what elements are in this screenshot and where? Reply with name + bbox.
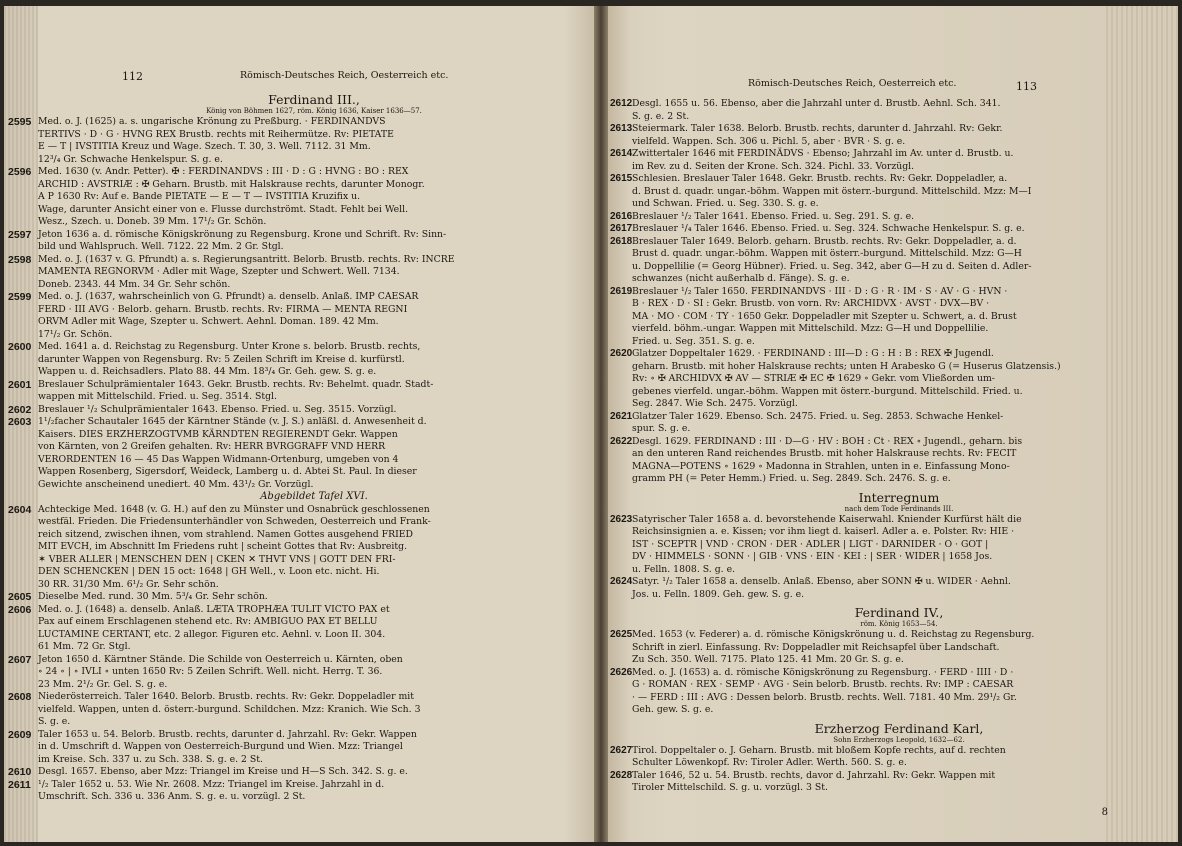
section-title-ferdinand-iii: Ferdinand III., (268, 92, 360, 107)
section-subtitle-interregnum: nach dem Tode Ferdinands III. (844, 504, 954, 513)
right-entry-list-b (610, 513, 1166, 602)
lot-description: ¹/₂ Taler 1652 u. 53. Wie Nr. 2608. Mzz: Triangel im Kreise. Jahrzahl in d. Umschrift. Sch. 336 u. 336 Anm. S. g. e. u. vorzügl. 2 St. (38, 778, 385, 802)
catalog-entry (610, 98, 1166, 123)
lot-description: Glatzer Taler 1629. Ebenso. Sch. 2475. Fried. u. Seg. 2853. Schwache Henkel- spur. S. g. e. (632, 410, 1004, 434)
lot-description: Desgl. 1655 u. 56. Ebenso, aber die Jahrzahl unter d. Brustb. Aehnl. Sch. 341. S. g. e. 2 St. (632, 98, 1001, 122)
lot-description: Med. o. J. (1653) a. d. römische Königskrönung zu Regensburg. · FERD · IIII · D · G · ROMAN · REX · SEMP · AVG · Sein belorb. Brustb. rechts. Rv: IMP : CAESAR · — FERD : III : AVG : Dessen belorb. Brustb. rechts. Well. 7181. 40 Mm. 29¹/₂ Gr. Geh. gew. S. g. e. (632, 666, 1017, 715)
lot-description: Satyrischer Taler 1658 a. d. bevorstehende Kaiserwahl. Kniender Kurfürst hält die Reichsinsignien a. e. Kissen; vor ihm liegt d. kaiserl. Adler a. e. Polster. Rv: HIE · IST · SCEPTR | VND · CRON · DER · ADLER | LIGT · DARNIDER · O · GOT | DV · HIMMELS · SONN · | GIB · VNS · EIN · KEI : | SER · WIDER | 1658 Jos. u. Felln. 1808. S. g. e. (632, 513, 1022, 575)
signature-mark: 8 (1101, 807, 1108, 818)
left-entry-list (8, 116, 588, 804)
lot-number: 2620 (610, 348, 633, 359)
lot-description: Med. o. J. (1625) a. s. ungarische Krönung zu Preßburg. · FERDINANDVS TERTIVS · D · G · HVNG REX Brustb. rechts mit Reihermütze. Rv: PIETATE E — T | IVSTITIA Kreuz und Wage. Szech. T. 30, 3. Well. 7112. 31 Mm. 12³/₄ Gr. Schwache Henkelspur. S. g. e. (38, 116, 394, 165)
open-book (4, 6, 1178, 842)
lot-number: 2601 (8, 378, 32, 391)
lot-number: 2598 (8, 253, 32, 266)
section-subtitle-ferdinand-karl: Sohn Erzherzogs Leopold, 1632—62. (833, 735, 965, 744)
right-page-number: 113 (1016, 80, 1037, 93)
lot-number: 2618 (610, 235, 633, 247)
catalog-entry (610, 666, 1166, 717)
section-subtitle-ferdinand-iii: König von Böhmen 1627, röm. König 1636, Kaiser 1636—57. (206, 107, 422, 115)
lot-number: 2625 (610, 629, 633, 640)
lot-number: 2613 (610, 123, 633, 134)
catalog-entry (8, 603, 588, 654)
catalog-entry (610, 123, 1166, 148)
catalog-entry (8, 416, 588, 491)
catalog-entry (8, 166, 588, 229)
left-running-head: Römisch-Deutsches Reich, Oesterreich etc. (240, 70, 449, 81)
catalog-entry (8, 378, 588, 404)
lot-description: Breslauer ¹/₂ Taler 1641. Ebenso. Fried. u. Seg. 291. S. g. e. (632, 210, 915, 222)
lot-number: 2596 (8, 166, 32, 178)
lot-description: Med. o. J. (1637, wahrscheinlich von G. Pfrundt) a. denselb. Anlaß. IMP CAESAR FERD · III AVG · Belorb. geharn. Brustb. rechts. Rv: FIRMA — MENTA REGNI ORVM Adler mit Wage, Szepter u. Schwert. Aehnl. Doman. 189. 42 Mm. 17¹/₂ Gr. Schön. (38, 291, 419, 340)
catalog-entry (8, 778, 588, 804)
catalog-entry (8, 766, 588, 779)
lot-description: Taler 1653 u. 54. Belorb. Brustb. rechts, darunter d. Jahrzahl. Rv: Gekr. Wappen in d. Umschrift d. Wappen von Oesterreich-Burgund und Wien. Mzz: Triangel im Kreise. Sch. 337 u. zu Sch. 338. S. g. e. 2 St. (38, 728, 417, 765)
lot-number: 2616 (610, 210, 633, 222)
catalog-entry (8, 116, 588, 166)
catalog-entry (610, 769, 1166, 795)
catalog-entry (8, 228, 588, 254)
catalog-entry (8, 591, 588, 604)
lot-number: 2609 (8, 728, 32, 741)
lot-number: 2611 (8, 778, 31, 791)
lot-number: 2621 (610, 410, 633, 422)
right-page (608, 6, 1178, 842)
lot-number: 2603 (8, 416, 32, 428)
lot-description: Taler 1646, 52 u. 54. Brustb. rechts, davor d. Jahrzahl. Rv: Gekr. Wappen mit Tiroler Mittelschild. S. g. u. vorzügl. 3 St. (632, 769, 996, 793)
lot-description: Breslauer Schulprämientaler 1643. Gekr. Brustb. rechts. Rv: Behelmt. quadr. Stadt- wappen mit Mittelschild. Fried. u. Seg. 3514. Stgl. (38, 378, 434, 402)
catalog-entry (8, 291, 588, 341)
lot-description: Breslauer ¹/₂ Taler 1650. FERDINANDVS · III · D : G · R · IM · S · AV · G · HVN · B · REX · D · SI : Gekr. Brustb. von vorn. Rv: ARCHIDVX · AVST · DVX—BV · MA · MO · COM · TY · 1650 Gekr. Doppeladler mit Szepter u. Schwert, a. d. Brust vierfeld. böhm.-ungar. Wappen mit Mittelschild. Mzz: G—H und Doppellilie. Fried. u. Seg. 351. S. g. e. (632, 285, 1017, 347)
catalog-entry (610, 348, 1166, 411)
lot-number: 2612 (610, 98, 633, 109)
lot-description: Satyr. ¹/₂ Taler 1658 a. denselb. Anlaß. Ebenso, aber SONN ✠ u. WIDER · Aehnl. Jos. u. Felln. 1809. Geh. gew. S. g. e. (632, 576, 1011, 600)
catalog-entry (8, 403, 588, 417)
lot-number: 2628 (610, 769, 633, 781)
lot-description: Achteckige Med. 1648 (v. G. H.) auf den zu Münster und Osnabrück geschlossenen westfäl. Frieden. Die Friedensunterhändler von Schweden, Oesterreich und Frank- reich sitzend, zwischen ihnen, vom strahlend. Namen Gottes ausgehend FRIED MIT EVCH, im Abschnitt Im Friedens ruht | scheint Gottes that Rv: Ausbreitg. ✶ VBER ALLER | MENSCHEN DEN | CKEN ✕ THVT VNS | GOTT DEN FRI- DEN SCHENCKEN | DEN 15 oct: 1648 | GH Well., v. Loon etc. nicht. Hi. 30 RR. 31/30 Mm. 6¹/₂ Gr. Sehr schön. (38, 503, 431, 590)
lot-description: Med. 1630 (v. Andr. Petter). ✠ : FERDINANDVS : III · D : G : HVNG : BO : REX ARCHID : AVSTRIÆ : ✠ Geharn. Brustb. mit Halskrause rechts, darunter Monogr. A P 1630 Rv: Auf e. Bande PIETATE — E — T — IVSTITIA Kruzifix u. Wage, darunter Ansicht einer von e. Flusse durchströmt. Stadt. Fehlt bei Well. Wesz., Szech. u. Doneb. 39 Mm. 17¹/₂ Gr. Schön. (38, 166, 425, 227)
lot-number: 2604 (8, 503, 32, 516)
right-entry-list-a (610, 98, 1166, 486)
left-page-content (8, 92, 588, 804)
catalog-entry (610, 629, 1166, 667)
lot-number: 2595 (8, 116, 32, 128)
lot-number: 2622 (610, 435, 633, 447)
catalog-entry (8, 691, 588, 729)
right-entry-list-d (610, 744, 1166, 795)
left-page (4, 6, 594, 842)
lot-number: 2605 (8, 591, 32, 603)
lot-description: Med. o. J. (1648) a. denselb. Anlaß. LÆTA TROPHÆA TULIT VICTO PAX et Pax auf einem Erschlagenen stehend etc. Rv: AMBIGUO PAX ET BELLU LUCTAMINE CERTANT, etc. 2 allegor. Figuren etc. Aehnl. v. Loon II. 304. 61 Mm. 72 Gr. Stgl. (38, 603, 390, 652)
catalog-entry (610, 513, 1166, 577)
lot-description: Breslauer ¹/₄ Taler 1646. Ebenso. Fried. u. Seg. 324. Schwache Henkelspur. S. g. e. (632, 223, 1025, 234)
right-running-head: Römisch-Deutsches Reich, Oesterreich etc. (748, 78, 957, 89)
catalog-entry (8, 728, 588, 767)
catalog-entry (610, 744, 1166, 770)
lot-number: 2610 (8, 766, 32, 778)
lot-number: 2602 (8, 403, 32, 416)
catalog-entry (610, 410, 1166, 436)
lot-number: 2607 (8, 653, 32, 666)
catalog-entry (610, 285, 1166, 349)
lot-number: 2600 (8, 341, 32, 353)
right-page-content (610, 98, 1166, 795)
catalog-entry (610, 148, 1166, 173)
lot-description: Jeton 1636 a. d. römische Königskrönung zu Regensburg. Krone und Schrift. Rv: Sinn- bild und Wahlspruch. Well. 7122. 22 Mm. 2 Gr. Stgl. (38, 228, 447, 252)
lot-number: 2608 (8, 691, 32, 703)
section-title-ferdinand-karl: Erzherzog Ferdinand Karl, (814, 720, 984, 736)
catalog-entry (8, 253, 588, 292)
section-subtitle-ferdinand-iv: röm. König 1653—54. (860, 620, 938, 628)
lot-description: Desgl. 1629. FERDINAND : III · D—G · HV : BOH : Ct · REX ∘ Jugendl., geharn. bis an den unteren Rand reichendes Brustb. mit hoher Halskrause rechts. Rv: FECIT MAGNA—POTENS ∘ 1629 ∘ Madonna in Strahlen, unten in e. Einfassung Mono- gramm PH (= Peter Hemm.) Fried. u. Seg. 2849. Sch. 2476. S. g. e. (632, 435, 1023, 484)
lot-description: Steiermark. Taler 1638. Belorb. Brustb. rechts, darunter d. Jahrzahl. Rv: Gekr. vielfeld. Wappen. Sch. 306 u. Pichl. 5, aber · BVR · S. g. e. (632, 123, 1003, 147)
lot-description: Med. 1653 (v. Federer) a. d. römische Königskrönung u. d. Reichstag zu Regensburg. Schrift in zierl. Einfassung. Rv: Doppeladler mit Reichsapfel über Landschaft. Zu Sch. 350. Well. 7175. Plato 125. 41 Mm. 20 Gr. S. g. e. (632, 629, 1035, 665)
lot-number: 2614 (610, 148, 633, 159)
lot-number: 2606 (8, 603, 32, 616)
lot-description: Glatzer Doppeltaler 1629. · FERDINAND : III—D : G : H : B : REX ✠ Jugendl. geharn. Brustb. mit hoher Halskrause rechts; unten H Arabesko G (= Huserus Glatzensis.) Rv: ∘ ✠ ARCHIDVX ✠ AV — STRIÆ ✠ EC ✠ 1629 ∘ Gekr. vom Vließorden um- gebenes vierfeld. ungar.-böhm. Wappen mit österr.-burgund. Mittelschild. Fried. u. Seg. 2847. Wie Sch. 2475. Vorzügl. (632, 348, 1061, 409)
section-title-interregnum: Interregnum (858, 489, 940, 505)
lot-description: Med. o. J. (1637 v. G. Pfrundt) a. s. Regierungsantritt. Belorb. Brustb. rechts. Rv: INCRE MAMENTA REGNORVM · Adler mit Wage, Szepter und Schwert. Well. 7134. Doneb. 2343. 44 Mm. 34 Gr. Sehr schön. (38, 253, 455, 290)
lot-number: 2619 (610, 285, 633, 297)
catalog-entry (610, 210, 1166, 224)
lot-number: 2627 (610, 744, 633, 756)
left-page-number: 112 (122, 70, 143, 83)
lot-description: Med. 1641 a. d. Reichstag zu Regensburg. Unter Krone s. belorb. Brustb. rechts, darunter Wappen von Regensburg. Rv: 5 Zeilen Schrift im Kreise d. kurfürstl. Wappen u. d. Reichsadlers. Plato 88. 44 Mm. 18³/₄ Gr. Geh. gew. S. g. e. (38, 341, 421, 377)
lot-description: Niederösterreich. Taler 1640. Belorb. Brustb. rechts. Rv: Gekr. Doppeladler mit vielfeld. Wappen, unten d. österr.-burgund. Schildchen. Mzz: Kranich. Wie Sch. 3 S. g. e. (38, 691, 421, 727)
catalog-entry (610, 576, 1166, 601)
lot-description: Breslauer ¹/₂ Schulprämientaler 1643. Ebenso. Fried. u. Seg. 3515. Vorzügl. (38, 403, 397, 415)
lot-description: Dieselbe Med. rund. 30 Mm. 5³/₄ Gr. Sehr schön. (38, 591, 268, 602)
lot-number: 2615 (610, 173, 633, 184)
catalog-entry (610, 435, 1166, 486)
lot-description: Breslauer Taler 1649. Belorb. geharn. Brustb. rechts. Rv: Gekr. Doppeladler, a. d. Brust d. quadr. ungar.-böhm. Wappen mit österr.-burgund. Mittelschild. Mzz: G—H u. Doppellilie (= Georg Hübner). Fried. u. Seg. 342, aber G—H zu d. Seiten d. Adler- schwanzes (nicht außerhalb d. Fänge). S. g. e. (632, 235, 1032, 284)
lot-description: Jeton 1650 d. Kärntner Stände. Die Schilde von Oesterreich u. Kärnten, oben ∘ 24 ∘ | ∘ IVLI ∘ unten 1650 Rv: 5 Zeilen Schrift. Well. nicht. Herrg. T. 36. 23 Mm. 2¹/₂ Gr. Gel. S. g. e. (38, 653, 403, 690)
lot-number: 2617 (610, 223, 633, 234)
lot-description: Desgl. 1657. Ebenso, aber Mzz: Triangel im Kreise und H—S Sch. 342. S. g. e. (38, 766, 408, 777)
lot-number: 2623 (610, 513, 633, 525)
catalog-entry (610, 173, 1166, 211)
lot-number: 2597 (8, 228, 32, 241)
lot-description: 1¹/₂facher Schautaler 1645 der Kärntner Stände (v. J. S.) anläßl. d. Anwesenheit d. Kaisers. DIES ERZHERZOGTVMB KÄRNDTEN REGIERENDT Gekr. Wappen von Kärnten, von 2 Greifen gehalten. Rv: HERR BVRGGRAFF VND HERR VERORDENTEN 16 — 45 Das Wappen Widmann-Ortenburg, umgeben von 4 Wappen Rosenberg, Sigersdorf, Weideck, Lamberg u. d. Abtei St. Paul. In dieser Gewichte anscheinend unediert. 40 Mm. 43¹/₂ Gr. Vorzügl. (38, 416, 427, 490)
catalog-entry (8, 341, 588, 379)
lot-description: Schlesien. Breslauer Taler 1648. Gekr. Brustb. rechts. Rv: Gekr. Doppeladler, a. d. Brust d. quadr. ungar.-böhm. Wappen mit österr.-burgund. Mittelschild. Mzz: M—I und Schwan. Fried. u. Seg. 330. S. g. e. (632, 173, 1032, 209)
catalog-entry (610, 223, 1166, 236)
catalog-entry (8, 653, 588, 692)
section-title-ferdinand-iv: Ferdinand IV., (854, 605, 944, 620)
lot-number: 2599 (8, 291, 32, 303)
plate-caption: Abgebildet Tafel XVI. (260, 491, 368, 502)
right-entry-list-c (610, 629, 1166, 717)
lot-description: Tirol. Doppeltaler o. J. Geharn. Brustb. mit bloßem Kopfe rechts, auf d. rechten Schulter Löwenkopf. Rv: Tiroler Adler. Werth. 560. S. g. e. (632, 744, 1006, 768)
book-gutter (594, 6, 608, 842)
lot-number: 2626 (610, 666, 633, 678)
catalog-entry (8, 503, 588, 592)
lot-number: 2624 (610, 576, 633, 587)
catalog-entry (610, 235, 1166, 286)
lot-description: Zwittertaler 1646 mit FERDINÄDVS · Ebenso; Jahrzahl im Av. unter d. Brustb. u. im Rev. zu d. Seiten der Krone. Sch. 324. Pichl. 33. Vorzügl. (632, 148, 1014, 172)
